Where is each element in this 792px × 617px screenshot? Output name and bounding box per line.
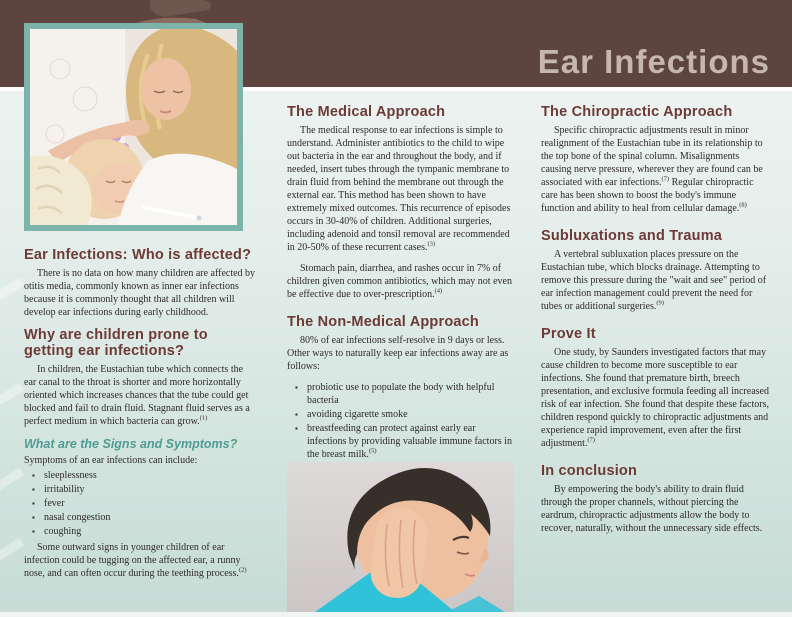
heading-nonmedical-approach: The Non-Medical Approach bbox=[287, 314, 479, 330]
citation-ref: (2) bbox=[238, 566, 247, 574]
list-item bbox=[295, 422, 515, 461]
paragraph-outward-signs bbox=[24, 541, 257, 580]
paragraph-text: Some outward signs in younger children of ear infection could be tugging on the affected ear, a runny nose, and can often occur during the teething process. bbox=[24, 542, 241, 579]
paragraph-text: There is no data on how many children are affected by otitis media, commonly known as inner ear infections because it is commonly thought that all children will develop ear infections during early childhood. bbox=[24, 268, 256, 318]
paragraph-symptoms-intro: Symptoms of an ear infections can include: bbox=[24, 455, 198, 466]
heading-why-prone: Why are children prone to getting ear infections? bbox=[24, 327, 208, 359]
paragraph-text: Specific chiropractic adjustments result in minor realignment of the Eustachian tube in its relationship to the top bone of the spinal column. Misalignments causing nerve pressure, wherever they are found can be associated with ear infections. bbox=[541, 125, 763, 188]
paragraph-text: The medical response to ear infections is simple to understand. Administer antibiotics to the child to wipe out bacteria in the ear and throughout the body, and if needed, insert tubes through the tympanic membrane to drain fluid from behind the membrane out through the external ear. This method has been shown to have extremely mixed outcomes. This recurrence of episodes occurs in 30-40% of children. Additional surgeries, including adenoid and tonsil removal are recommended in 20-50% of these recurrent cases. bbox=[287, 125, 511, 253]
list-item-text: breastfeeding can protect against early ear infections by providing valuable immune factors in the breast milk. bbox=[307, 423, 512, 460]
list-item-text: probiotic use to populate the body with helpful bacteria bbox=[307, 382, 495, 406]
paragraph-medical-2 bbox=[287, 262, 515, 301]
symptoms-list bbox=[24, 469, 257, 538]
paragraph-who-affected bbox=[24, 267, 257, 319]
symptom-item: ▪ coughing bbox=[32, 525, 257, 538]
mother-child-photo bbox=[24, 23, 243, 231]
nonmedical-list bbox=[287, 381, 515, 461]
paragraph-text: Regular chiropractic care has been shown to boost the body's immune function and ability to heal from cellular damage. bbox=[541, 177, 754, 214]
mother-child-photo-illustration bbox=[30, 29, 237, 225]
symptom-item: ▪ fever bbox=[32, 497, 257, 510]
decorative-chevron bbox=[0, 383, 24, 407]
paragraph-conclusion: By empowering the body's ability to drain fluid through the proper channels, without piercing the eardrum, chiropractic adjustments allow the body to recover, naturally, without the unnecessary side effects. bbox=[541, 484, 763, 534]
paragraph-nonmedical: 80% of ear infections self-resolve in 9 days or less. Other ways to naturally keep ear infections away are as follows: bbox=[287, 335, 509, 372]
citation-ref: (7) bbox=[661, 175, 670, 183]
heading-who-affected: Ear Infections: Who is affected? bbox=[24, 247, 252, 263]
citation-ref: (1) bbox=[199, 414, 208, 422]
symptom-item: ▪ irritability bbox=[32, 483, 257, 496]
middle-panel bbox=[287, 104, 515, 464]
paragraph-chiropractic bbox=[541, 124, 770, 215]
symptom-item: ▪ sleeplessness bbox=[32, 469, 257, 482]
paragraph-text: One study, by Saunders investigated factors that may cause children to become more susceptible to ear infections. She found that premature birth, breech presentation, and exclusive formula feeding all increased risk of ear infection. She found that despite these factors, children respond quickly to chiropractic adjustments and experience rapid improvement, even after the first adjustment. bbox=[541, 347, 769, 449]
paragraph-text: In children, the Eustachian tube which connects the ear canal to the throat is shorter and more horizontally oriented which increases chances that the tube could get blocked and fail to drain fluid. Stagnant fluid serves as a perfect medium in which bacteria can grow. bbox=[24, 364, 250, 427]
left-panel bbox=[24, 247, 257, 588]
heading-chiropractic-approach: The Chiropractic Approach bbox=[541, 104, 733, 120]
citation-ref: (4) bbox=[434, 287, 443, 295]
decorative-chevron bbox=[0, 468, 24, 492]
paragraph-why-prone bbox=[24, 363, 257, 428]
paragraph-medical-1 bbox=[287, 124, 515, 254]
paragraph-subluxations bbox=[541, 248, 770, 313]
list-item bbox=[295, 408, 515, 421]
citation-ref: (3) bbox=[427, 240, 436, 248]
paragraph-prove-it bbox=[541, 346, 770, 450]
page-title: Ear Infections bbox=[537, 43, 770, 80]
list-item-text: avoiding cigarette smoke bbox=[307, 409, 408, 420]
heading-medical-approach: The Medical Approach bbox=[287, 104, 446, 120]
citation-ref: (7) bbox=[587, 436, 595, 444]
heading-subluxations-trauma: Subluxations and Trauma bbox=[541, 228, 723, 244]
decorative-chevron bbox=[0, 538, 24, 562]
boy-covering-ear-photo bbox=[287, 462, 514, 612]
citation-ref: (8) bbox=[739, 201, 747, 209]
paragraph-text: A vertebral subluxation places pressure on the Eustachian tube, which blocks drainage. Attempting to remove this pressure during the "wait and see" period of ear infection management could prevent the need for tubes or additional surgeries. bbox=[541, 249, 767, 312]
paragraph-text: Stomach pain, diarrhea, and rashes occur in 7% of children given common antibiotics, which may not even be effective due to over-prescription. bbox=[287, 263, 512, 300]
citation-ref: (5) bbox=[368, 447, 377, 455]
heading-signs-symptoms: What are the Signs and Symptoms? bbox=[24, 437, 238, 451]
heading-in-conclusion: In conclusion bbox=[541, 463, 638, 479]
right-panel bbox=[541, 104, 770, 543]
decorative-chevron bbox=[0, 278, 24, 302]
boy-covering-ear-illustration bbox=[287, 462, 514, 612]
symptom-item: ▪ nasal congestion bbox=[32, 511, 257, 524]
heading-prove-it: Prove It bbox=[541, 326, 596, 342]
citation-ref: (9) bbox=[656, 299, 664, 307]
list-item bbox=[295, 381, 515, 407]
